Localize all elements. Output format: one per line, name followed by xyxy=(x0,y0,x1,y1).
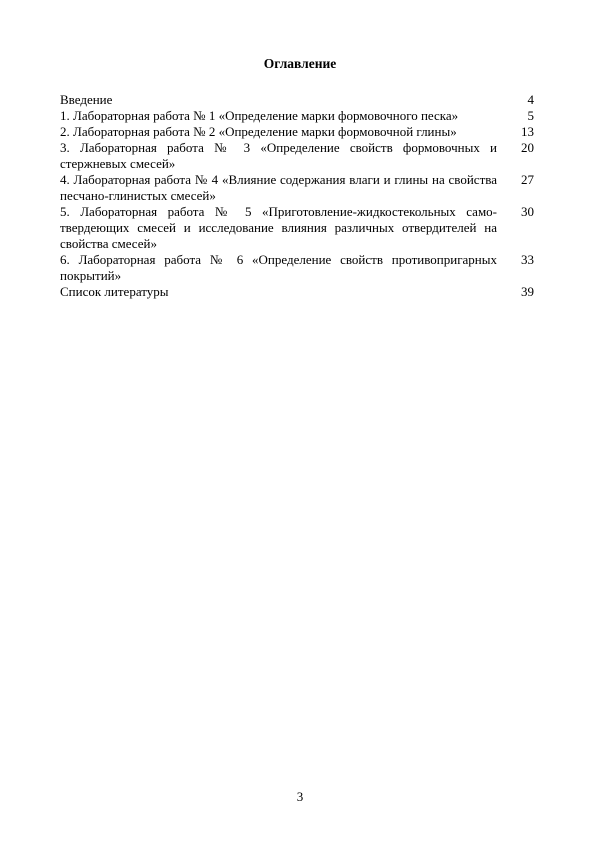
page-number: 3 xyxy=(296,789,304,804)
toc-entry-lab-2 xyxy=(60,124,534,140)
toc-entry-page: 4 xyxy=(527,92,534,107)
toc-entry-page: 33 xyxy=(521,252,534,267)
toc-entry-title: 3. Лабораторная работа № 3 «Определение свойств формовочных и стержневых смесей» xyxy=(60,140,497,171)
toc-entry-title: 5. Лабораторная работа № 5 «Приготовление-жидкостекольных само-твердеющих смесей и исследование влияния различных отвердителей на свойства смесей» xyxy=(60,204,497,251)
table-of-contents xyxy=(60,92,534,300)
toc-entry-page: 20 xyxy=(521,140,534,155)
toc-entry-introduction xyxy=(60,92,534,108)
toc-entry-lab-4 xyxy=(60,172,534,204)
toc-entry-title: 1. Лабораторная работа № 1 «Определение марки формовочного песка» xyxy=(60,108,459,123)
toc-entry-title: 4. Лабораторная работа № 4 «Влияние содержания влаги и глины на свойства песчано-глинистых смесей» xyxy=(60,172,497,203)
toc-entry-page: 5 xyxy=(527,108,534,123)
toc-entry-title: 6. Лабораторная работа № 6 «Определение свойств противопригарных покрытий» xyxy=(60,252,497,283)
toc-entry-references xyxy=(60,284,534,300)
toc-entry-page: 39 xyxy=(521,284,534,299)
toc-entry-page: 27 xyxy=(521,172,534,187)
toc-entry-title: Список литературы xyxy=(60,284,169,299)
toc-entry-lab-1 xyxy=(60,108,534,124)
toc-entry-lab-5 xyxy=(60,204,534,252)
toc-entry-lab-6 xyxy=(60,252,534,284)
toc-entry-lab-3 xyxy=(60,140,534,172)
toc-entry-title: Введение xyxy=(60,92,113,107)
toc-entry-page: 30 xyxy=(521,204,534,219)
toc-entry-page: 13 xyxy=(521,124,534,139)
toc-entry-title: 2. Лабораторная работа № 2 «Определение марки формовочной глины» xyxy=(60,124,457,139)
page-title: Оглавление xyxy=(263,56,337,71)
